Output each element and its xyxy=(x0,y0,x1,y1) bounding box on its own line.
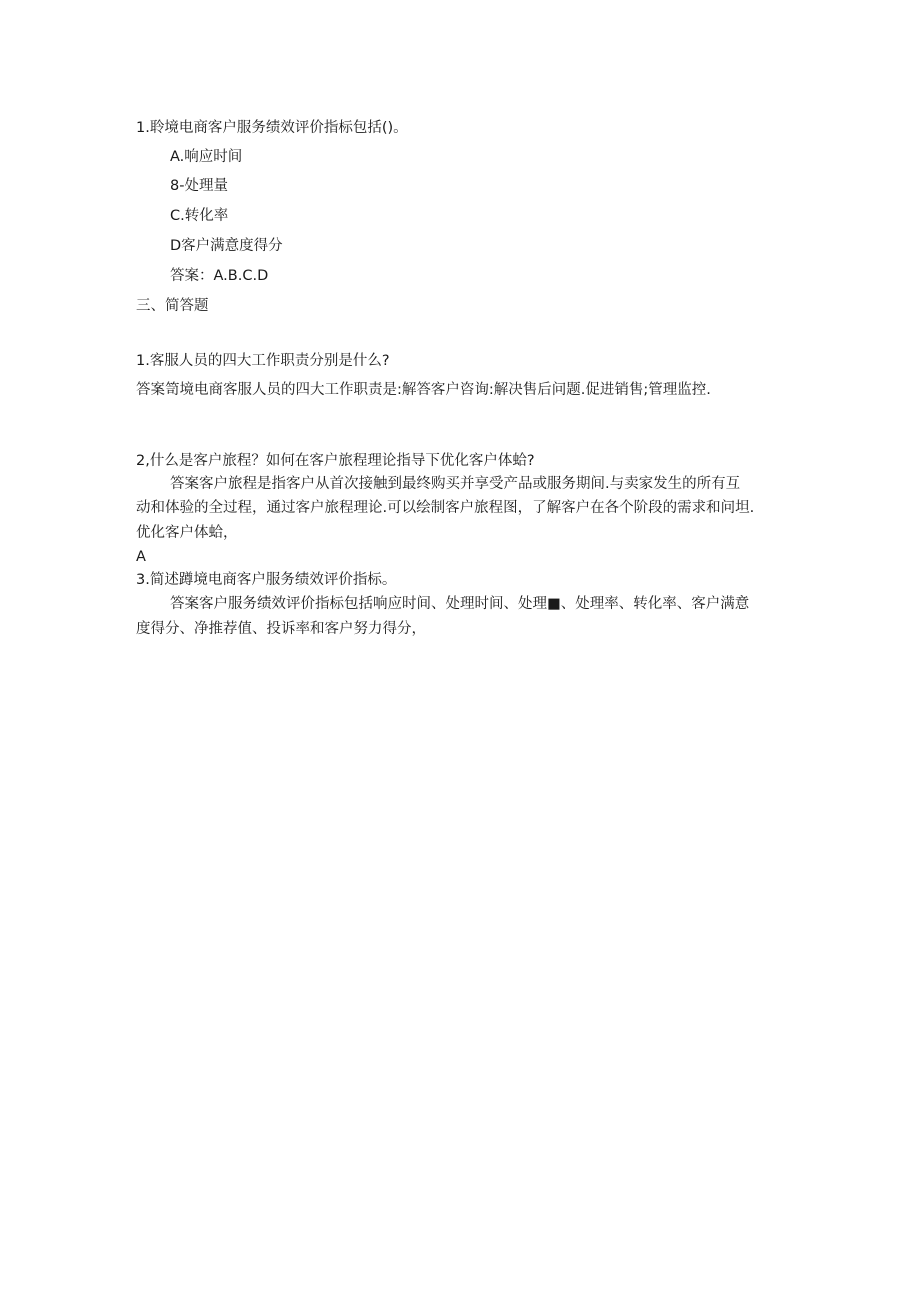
short-question-1: 1.客服人员的四大工作职责分别是什么? xyxy=(136,353,390,369)
section-heading: 三、简答题 xyxy=(136,298,209,314)
mc-option-d: D客户满意度得分 xyxy=(170,238,283,254)
mc-option-b: 8-处理量 xyxy=(170,178,228,194)
short-answer-2-line-3: 优化客户体蛤， xyxy=(136,525,238,541)
mc-question-stem: 1.聆境电商客户服务绩效评价指标包括()。 xyxy=(136,120,408,136)
short-question-2: 2,什么是客户旅程？如何在客户旅程理论指导下优化客户体蛤? xyxy=(136,453,535,469)
short-answer-3-line-2: 度得分、净推荐值、投诉率和客户努力得分， xyxy=(136,621,426,637)
mc-option-a: A.响应时间 xyxy=(170,149,243,165)
short-answer-1: 答案笥境电商客服人员的四大工作职责是:解答客户咨询:解决售后问题.促进销售;管理监控. xyxy=(136,382,711,398)
short-answer-2-line-1: 答案客户旅程是指客户从首次接触到最终购买并享受产品或服务期间.与卖家发生的所有互 xyxy=(170,476,741,492)
mc-option-c: C.转化率 xyxy=(170,208,229,224)
stray-letter: A xyxy=(136,549,146,565)
short-answer-3-line-1: 答案客户服务绩效评价指标包括响应时间、处理时间、处理■、处理率、转化率、客户满意 xyxy=(170,596,750,612)
short-answer-2-line-2: 动和体验的全过程，通过客户旅程理论.可以绘制客户旅程图，了解客户在各个阶段的需求和问坦. xyxy=(136,500,755,516)
short-question-3: 3.简述蹲境电商客户服务绩效评价指标。 xyxy=(136,572,397,588)
mc-answer: 答案：A.B.C.D xyxy=(170,268,269,284)
